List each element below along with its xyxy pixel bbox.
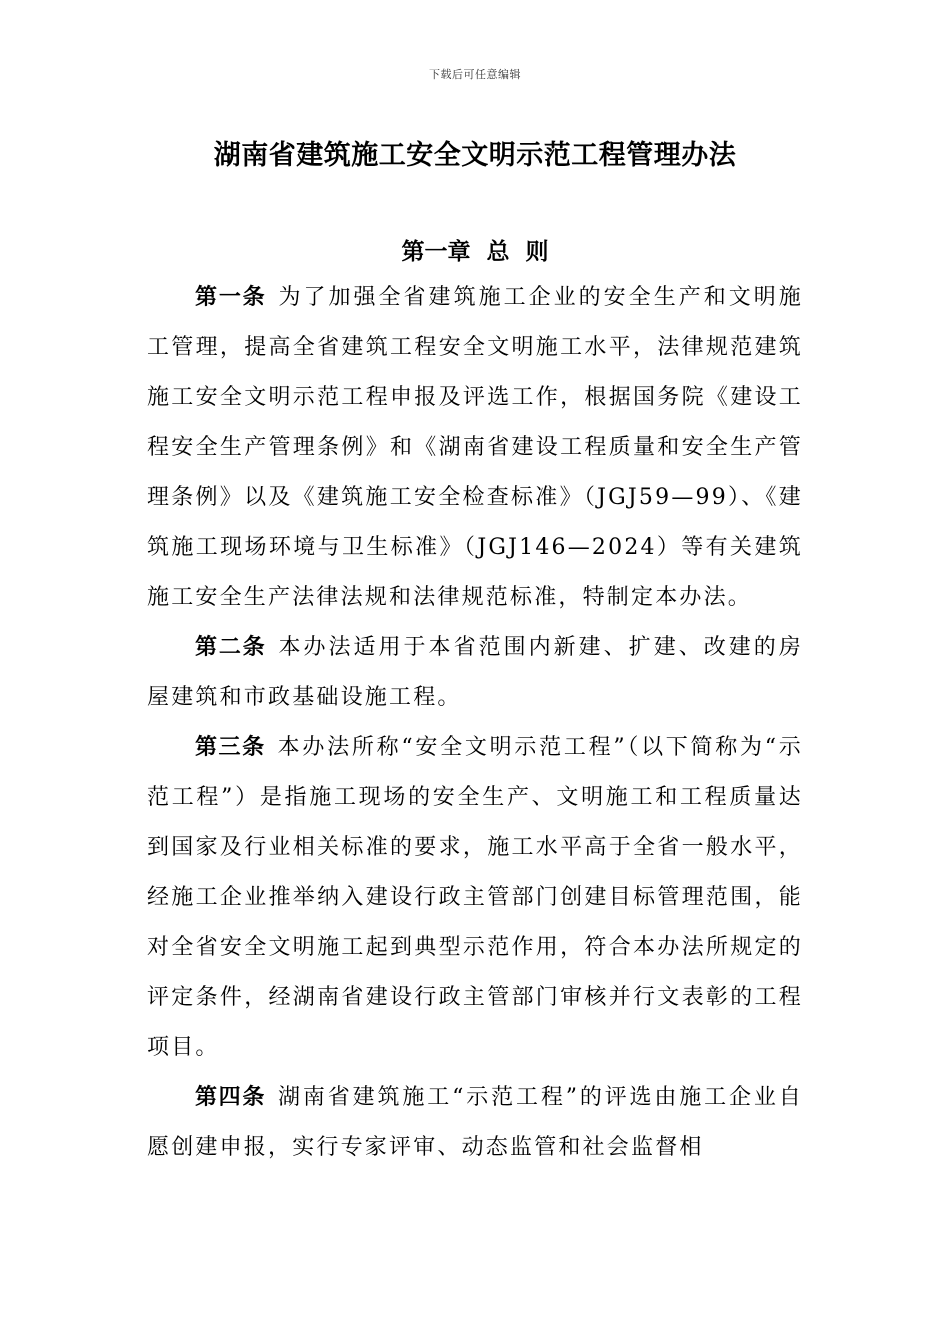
article-label: 第四条: [195, 1085, 267, 1110]
chapter-title: 第一章 总 则: [401, 239, 549, 265]
header-note: 下载后可任意编辑: [429, 68, 521, 81]
article-1: [147, 273, 803, 623]
article-text: 本办法所称“安全文明示范工程”（以下简称为“示范工程”）是指施工现场的安全生产、文明施工和工程质量达到国家及行业相关标准的要求，施工水平高于全省一般水平，经施工企业推举纳入建设行政主管部门创建目标管理范围，能对全省安全文明施工起到典型示范作用，符合本办法所规定的评定条件，经湖南省建设行政主管部门审核并行文表彰的工程项目。: [147, 735, 803, 1060]
article-label: 第二条: [195, 635, 267, 660]
chapter-heading: [0, 233, 950, 266]
article-label: 第一条: [195, 285, 267, 310]
document-body: [147, 273, 803, 1173]
article-label: 第三条: [195, 735, 266, 760]
article-text: 为了加强全省建筑施工企业的安全生产和文明施工管理，提高全省建筑工程安全文明施工水平，法律规范建筑施工安全文明示范工程申报及评选工作，根据国务院《建设工程安全生产管理条例》和《湖南省建设工程质量和安全生产管理条例》以及《建筑施工安全检查标准》（JGJ59—99）、《建筑施工现场环境与卫生标准》（JGJ146—2024）等有关建筑施工安全生产法律法规和法律规范标准，特制定本办法。: [147, 285, 803, 610]
article-4: [147, 1073, 803, 1173]
article-text: 湖南省建筑施工“示范工程”的评选由施工企业自愿创建申报，实行专家评审、动态监管和社会监督相: [147, 1085, 803, 1160]
article-2: [147, 623, 803, 723]
article-text: 本办法适用于本省范围内新建、扩建、改建的房屋建筑和市政基础设施工程。: [147, 635, 803, 710]
document-title: 湖南省建筑施工安全文明示范工程管理办法: [213, 140, 737, 171]
article-3: [147, 723, 803, 1073]
